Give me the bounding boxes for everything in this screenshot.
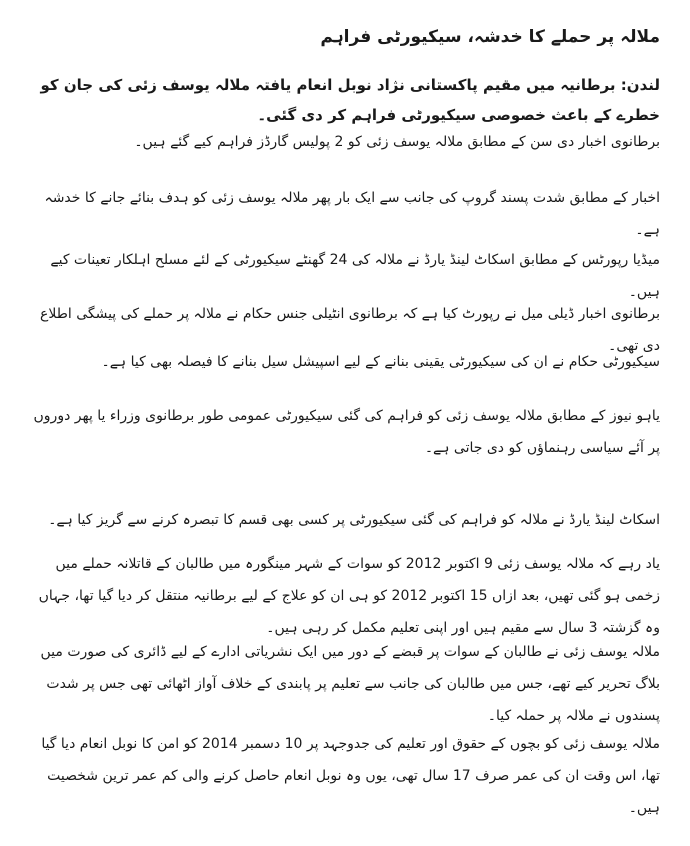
article-paragraph: یاہو نیوز کے مطابق ملالہ یوسف زئی کو فراہم کی گئی سیکیورٹی عمومی طور برطانوی وزراء یا پھر دوروں پر آئے سیاسی رہنماؤں کو دی جاتی ہے۔ bbox=[33, 408, 660, 456]
article-paragraph: سیکیورٹی حکام نے ان کی سیکیورٹی یقینی بنانے کے لیے اسپیشل سیل بنانے کا فیصلہ بھی کیا ہے۔ bbox=[101, 354, 660, 370]
article-paragraph: اسکاٹ لینڈ یارڈ نے ملالہ کو فراہم کی گئی سیکیورٹی پر کسی بھی قسم کا تبصرہ کرنے سے گریز کیا ہے۔ bbox=[48, 512, 660, 528]
article-lead: لندن: برطانیہ میں مقیم پاکستانی نژاد نوبل انعام یافتہ ملالہ یوسف زئی کی جان کو خطرے کے باعث خصوصی سیکیورٹی فراہم کر دی گئی۔ bbox=[40, 76, 660, 124]
article-paragraph: اخبار کے مطابق شدت پسند گروپ کی جانب سے ایک بار پھر ملالہ یوسف زئی کو ہدف بنائے جانے کا خدشہ ہے۔ bbox=[44, 190, 660, 238]
article-title: ملالہ پر حملے کا خدشہ، سیکیورٹی فراہم bbox=[320, 27, 660, 47]
article-paragraph: ملالہ یوسف زئی نے طالبان کے سوات پر قبضے کے دور میں ایک نشریاتی ادارے کے لیے ڈائری کی صورت میں بلاگ تحریر کیے تھے، جس میں طالبان کی جانب سے تعلیم پر پابندی کے خلاف آواز اٹھائی تھی جس پر شدت پسندوں نے ملالہ پر حملہ کیا۔ bbox=[40, 644, 660, 724]
article-paragraph: ملالہ یوسف زئی کو بچوں کے حقوق اور تعلیم کی جدوجہد پر 10 دسمبر 2014 کو امن کا نوبل انعام دیا گیا تھا، اس وقت ان کی عمر صرف 17 سال تھی، یوں وہ نوبل انعام حاصل کرنے والی کم عمر ترین شخصیت ہیں۔ bbox=[41, 736, 660, 816]
article-paragraph: برطانوی اخبار ڈیلی میل نے رپورٹ کیا ہے کہ برطانوی انٹیلی جنس حکام نے ملالہ پر حملے کی پیشگی اطلاع دی تھی۔ bbox=[40, 306, 660, 354]
article-paragraph: برطانوی اخبار دی سن کے مطابق ملالہ یوسف زئی کو 2 پولیس گارڈز فراہم کیے گئے ہیں۔ bbox=[134, 134, 660, 150]
article-paragraph: میڈیا رپورٹس کے مطابق اسکاٹ لینڈ یارڈ نے ملالہ کی 24 گھنٹے سیکیورٹی کے لئے مسلح اہلکار تعینات کیے ہیں۔ bbox=[50, 252, 660, 300]
article-paragraph: یاد رہے کہ ملالہ یوسف زئی 9 اکتوبر 2012 کو سوات کے شہر مینگورہ میں طالبان کے قاتلانہ حملے میں زخمی ہو گئی تھیں، بعد ازاں 15 اکتوبر 2012 کو ہی ان کو علاج کے لیے برطانیہ منتقل کر دیا گیا تھا، جہاں وہ گزشتہ 3 سال سے مقیم ہیں اور اپنی تعلیم مکمل کر رہی ہیں۔ bbox=[38, 556, 660, 636]
